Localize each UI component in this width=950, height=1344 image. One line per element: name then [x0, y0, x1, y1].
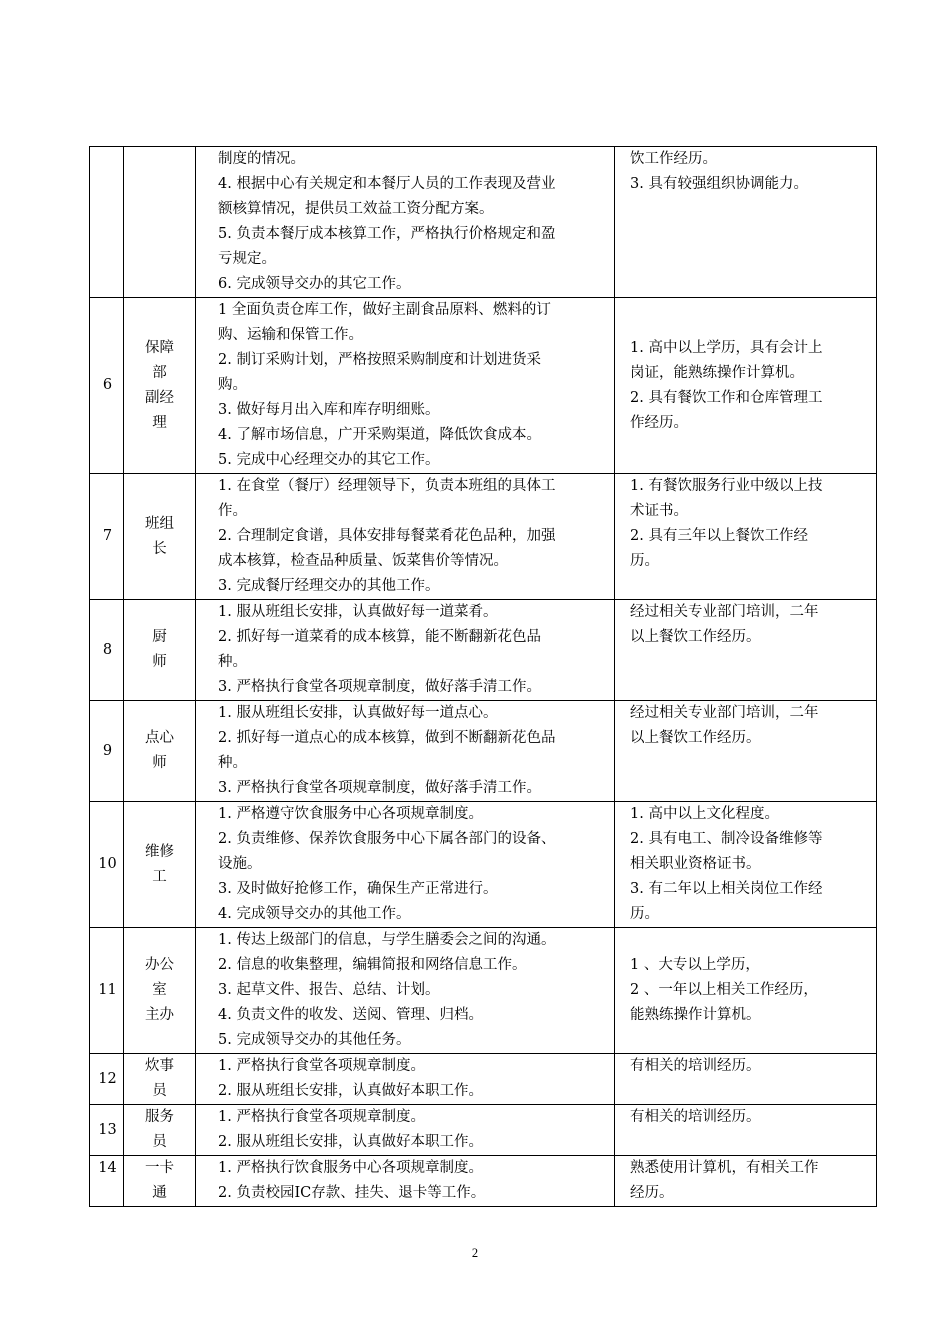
duties-cell — [196, 474, 615, 600]
position-title-cell — [124, 1105, 196, 1156]
duty-line: 2. 制订采购计划，严格按照采购制度和计划进货采 — [218, 352, 541, 368]
requirement-line: 3. 有二年以上相关岗位工作经 — [630, 881, 823, 897]
row-number-cell: 8 — [90, 600, 124, 701]
duty-line: 亏规定。 — [218, 251, 276, 267]
requirement-line: 历。 — [630, 553, 659, 569]
duty-line: 1. 严格执行食堂各项规章制度。 — [218, 1058, 425, 1074]
duty-line: 3. 及时做好抢修工作，确保生产正常进行。 — [218, 881, 498, 897]
row-number-cell: 10 — [90, 802, 124, 928]
duty-line: 1. 传达上级部门的信息，与学生膳委会之间的沟通。 — [218, 932, 556, 948]
position-title-line: 服务 — [145, 1109, 174, 1125]
position-title-cell — [124, 1156, 196, 1207]
duty-line: 2. 服从班组长安排，认真做好本职工作。 — [218, 1083, 483, 1099]
requirement-line: 2. 具有电工、制冷设备维修等 — [630, 831, 823, 847]
requirements-cell — [615, 600, 877, 701]
requirement-line: 历。 — [630, 906, 659, 922]
duty-line: 额核算情况，提供员工效益工资分配方案。 — [218, 201, 494, 217]
duties-cell — [196, 1105, 615, 1156]
position-title-cell — [124, 701, 196, 802]
duty-line: 3. 起草文件、报告、总结、计划。 — [218, 982, 440, 998]
position-title-line: 部 — [152, 364, 167, 381]
position-title-line: 通 — [152, 1185, 167, 1201]
position-title-line: 副经 — [145, 389, 174, 406]
table-row — [90, 928, 877, 1054]
position-title-line: 师 — [152, 755, 167, 771]
requirement-line: 相关职业资格证书。 — [630, 856, 761, 872]
position-title-line: 室 — [152, 982, 167, 998]
position-title-line: 班组 — [145, 515, 174, 532]
table-body — [90, 147, 877, 1207]
duty-line: 3. 严格执行食堂各项规章制度，做好落手清工作。 — [218, 780, 541, 796]
duty-line: 4. 了解市场信息，广开采购渠道，降低饮食成本。 — [218, 427, 541, 443]
requirements-cell — [615, 1156, 877, 1207]
requirement-line: 熟悉使用计算机，有相关工作 — [630, 1160, 819, 1176]
requirements-cell — [615, 474, 877, 600]
duty-line: 2. 抓好每一道点心的成本核算，做到不断翻新花色品 — [218, 730, 556, 746]
duty-line: 4. 完成领导交办的其他工作。 — [218, 906, 411, 922]
duty-line: 1. 严格执行食堂各项规章制度。 — [218, 1109, 425, 1125]
requirement-line: 岗证，能熟练操作计算机。 — [630, 364, 804, 381]
duties-cell — [196, 1156, 615, 1207]
duty-line: 6. 完成领导交办的其它工作。 — [218, 276, 411, 292]
requirement-line: 1. 有餐饮服务行业中级以上技 — [630, 478, 823, 494]
position-title-line: 员 — [152, 1134, 167, 1150]
duty-line: 设施。 — [218, 856, 262, 872]
duties-cell — [196, 802, 615, 928]
duty-line: 1. 服从班组长安排，认真做好每一道菜肴。 — [218, 604, 498, 620]
requirements-cell — [615, 147, 877, 298]
duty-line: 2. 服从班组长安排，认真做好本职工作。 — [218, 1134, 483, 1150]
requirement-line: 有相关的培训经历。 — [630, 1109, 761, 1125]
duty-line: 1. 服从班组长安排，认真做好每一道点心。 — [218, 705, 498, 721]
duty-line: 购。 — [218, 377, 247, 393]
requirement-line: 2. 具有餐饮工作和仓库管理工 — [630, 389, 823, 406]
position-title-line: 工 — [152, 868, 167, 885]
duty-line: 2. 负责维修、保养饮食服务中心下属各部门的设备、 — [218, 831, 556, 847]
table-row — [90, 1156, 877, 1207]
position-title-line: 师 — [152, 654, 167, 670]
position-title-cell — [124, 474, 196, 600]
job-description-table — [89, 146, 877, 1207]
table-row — [90, 1105, 877, 1156]
requirement-line: 2. 具有三年以上餐饮工作经 — [630, 528, 808, 544]
requirement-line: 术证书。 — [630, 503, 688, 519]
duty-line: 购、运输和保管工作。 — [218, 327, 363, 343]
duty-line: 2. 负责校园IC存款、挂失、退卡等工作。 — [218, 1185, 486, 1201]
requirement-line: 经过相关专业部门培训，二年 — [630, 705, 819, 721]
table-row — [90, 701, 877, 802]
duty-line: 3. 完成餐厅经理交办的其他工作。 — [218, 578, 440, 594]
position-title-cell — [124, 600, 196, 701]
requirements-cell — [615, 928, 877, 1054]
duty-line: 2. 抓好每一道菜肴的成本核算，能不断翻新花色品 — [218, 629, 541, 645]
requirements-cell — [615, 1054, 877, 1105]
position-title-cell — [124, 298, 196, 474]
requirement-line: 1. 高中以上文化程度。 — [630, 806, 779, 822]
requirements-cell — [615, 802, 877, 928]
position-title-cell — [124, 147, 196, 298]
position-title-line: 主办 — [145, 1007, 174, 1023]
row-number-cell: 14 — [90, 1156, 124, 1207]
duties-cell — [196, 600, 615, 701]
duty-line: 5. 负责本餐厅成本核算工作，严格执行价格规定和盈 — [218, 226, 556, 242]
requirement-line: 经过相关专业部门培训，二年 — [630, 604, 819, 620]
duty-line: 3. 严格执行食堂各项规章制度，做好落手清工作。 — [218, 679, 541, 695]
position-title-line: 办公 — [145, 957, 174, 973]
duty-line: 2. 合理制定食谱，具体安排每餐菜肴花色品种，加强 — [218, 528, 556, 544]
duty-line: 作。 — [218, 503, 247, 519]
position-title-line: 炊事 — [145, 1058, 174, 1074]
requirement-line: 作经历。 — [630, 414, 688, 431]
requirement-line: 1. 高中以上学历，具有会计上 — [630, 339, 823, 356]
page-number: 2 — [471, 1246, 479, 1260]
requirements-cell — [615, 298, 877, 474]
duties-cell — [196, 298, 615, 474]
duties-cell — [196, 1054, 615, 1105]
row-number-cell: 12 — [90, 1054, 124, 1105]
row-number-cell: 7 — [90, 474, 124, 600]
position-title-line: 长 — [152, 540, 167, 557]
duty-line: 制度的情况。 — [218, 151, 305, 167]
requirement-line: 饮工作经历。 — [630, 151, 717, 167]
row-number-cell — [90, 147, 124, 298]
position-title-line: 员 — [152, 1083, 167, 1099]
duty-line: 4. 根据中心有关规定和本餐厅人员的工作表现及营业 — [218, 176, 556, 192]
table-row — [90, 474, 877, 600]
position-title-line: 理 — [152, 414, 167, 431]
duty-line: 种。 — [218, 755, 247, 771]
row-number-cell: 9 — [90, 701, 124, 802]
requirement-line: 以上餐饮工作经历。 — [630, 730, 761, 746]
position-title-line: 一卡 — [145, 1160, 174, 1176]
table-row — [90, 600, 877, 701]
duty-line: 4. 负责文件的收发、送阅、管理、归档。 — [218, 1007, 483, 1023]
requirement-line: 1 、大专以上学历， — [630, 957, 760, 973]
position-title-cell — [124, 1054, 196, 1105]
position-title-line: 厨 — [152, 629, 167, 645]
duties-cell — [196, 147, 615, 298]
requirement-line: 经历。 — [630, 1185, 674, 1201]
duty-line: 1. 在食堂（餐厅）经理领导下，负责本班组的具体工 — [218, 478, 556, 494]
position-title-line: 维修 — [145, 843, 174, 860]
table-row — [90, 1054, 877, 1105]
requirement-line: 以上餐饮工作经历。 — [630, 629, 761, 645]
duty-line: 1 全面负责仓库工作，做好主副食品原料、燃料的订 — [218, 302, 551, 318]
requirement-line: 2 、一年以上相关工作经历， — [630, 982, 818, 998]
row-number-cell: 6 — [90, 298, 124, 474]
requirement-line: 3. 具有较强组织协调能力。 — [630, 176, 808, 192]
duty-line: 种。 — [218, 654, 247, 670]
duty-line: 2. 信息的收集整理，编辑简报和网络信息工作。 — [218, 957, 527, 973]
row-number-cell: 11 — [90, 928, 124, 1054]
requirements-cell — [615, 1105, 877, 1156]
position-title-line: 点心 — [145, 730, 174, 746]
duties-cell — [196, 701, 615, 802]
row-number-cell: 13 — [90, 1105, 124, 1156]
table-row — [90, 147, 877, 298]
duty-line: 3. 做好每月出入库和库存明细账。 — [218, 402, 440, 418]
requirement-line: 有相关的培训经历。 — [630, 1058, 761, 1074]
table-row — [90, 298, 877, 474]
position-title-cell — [124, 802, 196, 928]
position-title-line: 保障 — [145, 339, 174, 356]
requirements-cell — [615, 701, 877, 802]
requirement-line: 能熟练操作计算机。 — [630, 1007, 761, 1023]
duty-line: 1. 严格遵守饮食服务中心各项规章制度。 — [218, 806, 483, 822]
duty-line: 成本核算，检查品种质量、饭菜售价等情况。 — [218, 553, 508, 569]
duties-cell — [196, 928, 615, 1054]
duty-line: 5. 完成中心经理交办的其它工作。 — [218, 452, 440, 468]
duty-line: 1. 严格执行饮食服务中心各项规章制度。 — [218, 1160, 483, 1176]
position-title-cell — [124, 928, 196, 1054]
duty-line: 5. 完成领导交办的其他任务。 — [218, 1032, 411, 1048]
table-row — [90, 802, 877, 928]
